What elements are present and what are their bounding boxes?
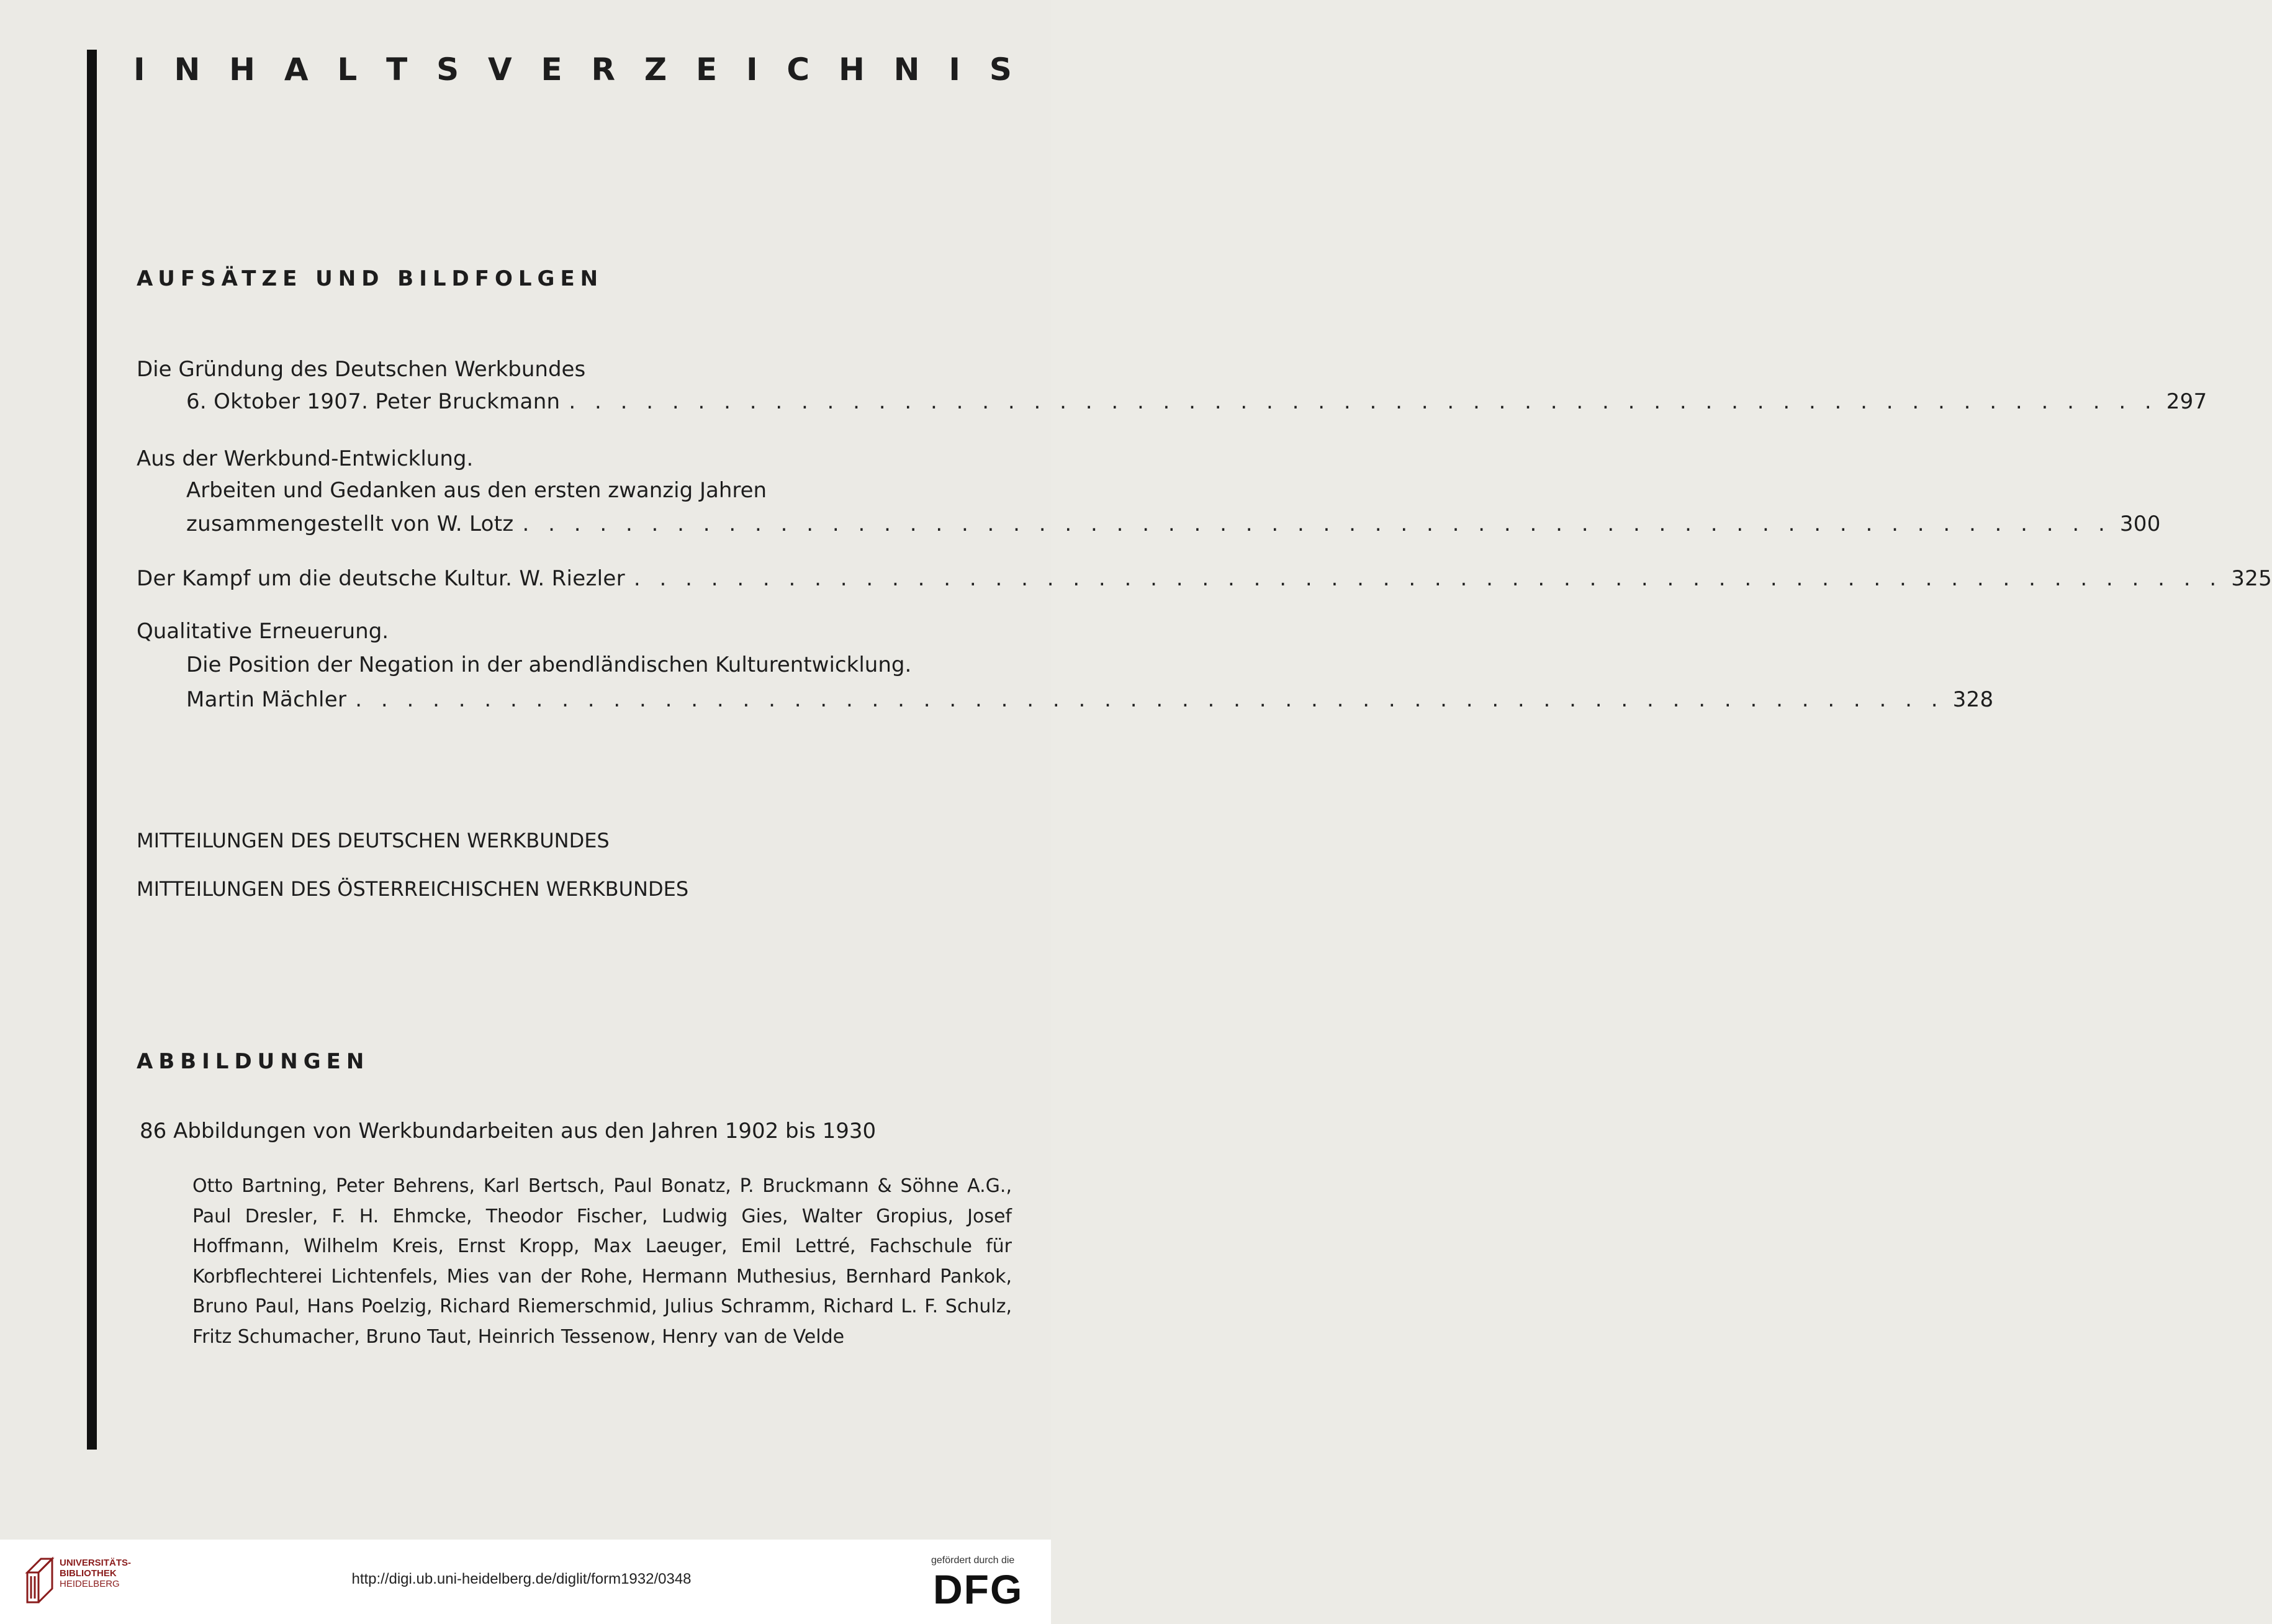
entry-3-line-1: Der Kampf um die deutsche Kultur. W. Riezler — [137, 566, 625, 591]
title-letter: S — [436, 52, 459, 88]
funding-text: gefördert durch die — [931, 1555, 1015, 1566]
dfg-logo: DFG — [933, 1566, 1024, 1612]
title-letter: H — [229, 52, 256, 88]
entry-3-page: 325 — [2231, 566, 2272, 591]
title-letter: N — [174, 52, 201, 88]
source-url-link[interactable]: http://digi.ub.uni-heidelberg.de/diglit/form1932/0348 — [351, 1571, 692, 1587]
title-letter: T — [386, 52, 408, 88]
title-letter: V — [487, 52, 512, 88]
library-logo-icon — [24, 1554, 56, 1607]
entry-4-line-2: Die Position der Negation in der abendländischen Kulturentwicklung. — [186, 652, 912, 677]
entry-2-leader — [186, 510, 2161, 538]
vertical-rule — [87, 50, 97, 1450]
title-letter: R — [591, 52, 615, 88]
illustrations-summary: 86 Abbildungen von Werkbundarbeiten aus den Jahren 1902 bis 1930 — [140, 1119, 877, 1144]
illustrations-names: Otto Bartning, Peter Behrens, Karl Bertsch, Paul Bonatz, P. Bruckmann & Söhne A.G., Paul Dresler, F. H. Ehmcke, Theodor Fischer, Ludwig Gies, Walter Gropius, Josef Hoffmann, Wilhelm Kreis, Ernst Kropp, Max Laeuger, Emil Lettré, Fachschule für Korbflechterei Lichtenfels, Mies van der Rohe, Hermann Muthesius, Bernhard Pankok, Bruno Paul, Hans Poelzig, Richard Riemerschmid, Julius Schramm, Richard L. F. Schulz, Fritz Schumacher, Bruno Taut, Heinrich Tessenow, Henry van de Velde — [192, 1175, 1012, 1348]
entry-4-page: 328 — [1952, 687, 1994, 712]
title-letter: Z — [644, 52, 667, 88]
library-line-1: UNIVERSITÄTS- — [60, 1558, 132, 1568]
library-line-2: BIBLIOTHEK — [60, 1568, 117, 1579]
library-name — [60, 1558, 131, 1589]
title-letter: S — [989, 52, 1012, 88]
title-letter: I — [746, 52, 758, 88]
title-letter: H — [838, 52, 865, 88]
notice-oesterreichischer-werkbund: MITTEILUNGEN DES ÖSTERREICHISCHEN WERKBUNDES — [137, 877, 689, 901]
title-letter: I — [133, 52, 145, 88]
title-letter: N — [893, 52, 920, 88]
title-letter: E — [695, 52, 718, 88]
title-letter: A — [284, 52, 309, 88]
dot-leader: . . . . . . . . . . . . . . . . . . . . . . . . . . . . . . . . . . . . . . . . . . . . . . . . . . . . . . . . . . . . . . — [569, 389, 2158, 414]
title-letter: C — [787, 52, 810, 88]
section-heading-illustrations: ABBILDUNGEN — [137, 1049, 370, 1074]
entry-4-leader — [186, 686, 1994, 713]
library-line-3: HEIDELBERG — [60, 1579, 120, 1589]
entry-3-leader — [137, 565, 2272, 592]
entry-1-line-1: Die Gründung des Deutschen Werkbundes — [137, 357, 586, 382]
entry-2-line-1: Aus der Werkbund-Entwicklung. — [137, 446, 474, 471]
entry-2-line-2: Arbeiten und Gedanken aus den ersten zwanzig Jahren — [186, 478, 767, 503]
dot-leader: . . . . . . . . . . . . . . . . . . . . . . . . . . . . . . . . . . . . . . . . . . . . . . . . . . . . . . . . . . . . . . — [633, 566, 2223, 591]
page-title — [133, 51, 1012, 88]
title-letter: I — [949, 52, 960, 88]
section-heading-articles: AUFSÄTZE UND BILDFOLGEN — [137, 266, 604, 291]
entry-1-leader — [186, 388, 2207, 415]
entry-1-page: 297 — [2166, 389, 2207, 414]
title-letter: E — [541, 52, 562, 88]
entry-2-page: 300 — [2119, 512, 2161, 536]
notice-deutscher-werkbund: MITTEILUNGEN DES DEUTSCHEN WERKBUNDES — [137, 829, 610, 852]
entry-2-line-3: zusammengestellt von W. Lotz — [186, 512, 514, 536]
dot-leader: . . . . . . . . . . . . . . . . . . . . . . . . . . . . . . . . . . . . . . . . . . . . . . . . . . . . . . . . . . . . . . — [522, 512, 2111, 536]
entry-4-line-3: Martin Mächler — [186, 687, 347, 712]
dot-leader: . . . . . . . . . . . . . . . . . . . . . . . . . . . . . . . . . . . . . . . . . . . . . . . . . . . . . . . . . . . . . . — [355, 687, 1944, 712]
entry-1-line-2: 6. Oktober 1907. Peter Bruckmann — [186, 389, 561, 414]
title-letter: L — [337, 52, 358, 88]
entry-4-line-1: Qualitative Erneuerung. — [137, 619, 389, 644]
